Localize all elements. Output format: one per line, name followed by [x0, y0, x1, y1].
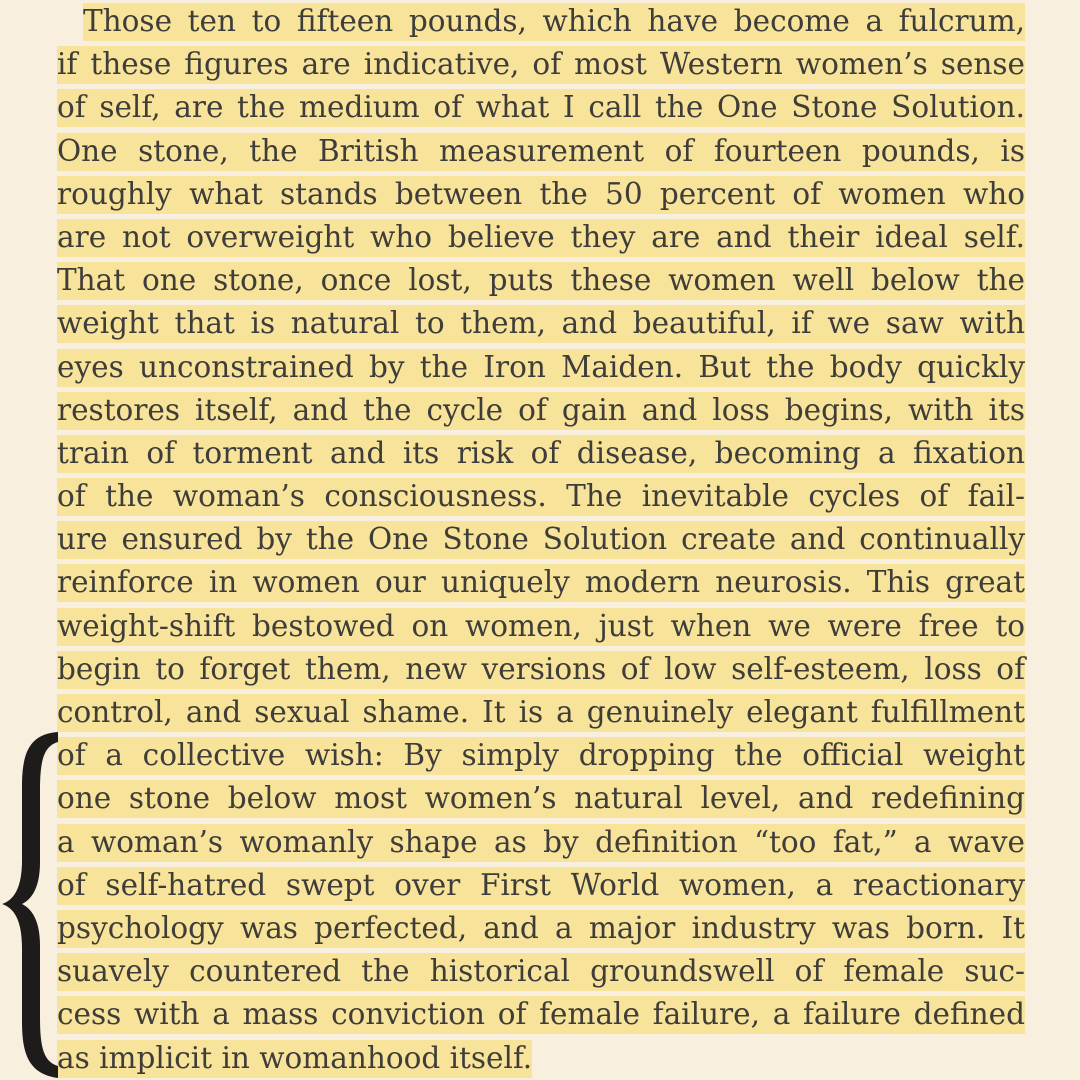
text-line: restores itself, and the cycle of gain and loss begins, with its	[57, 389, 1025, 432]
curly-brace-icon	[0, 728, 62, 1080]
text-line: of the woman’s consciousness. The inevitable cycles of fail-	[57, 475, 1025, 518]
text-line: of self-hatred swept over First World women, a reactionary	[57, 864, 1025, 907]
text-line: if these figures are indicative, of most Western women’s sense	[57, 43, 1025, 86]
text-line: psychology was perfected, and a major industry was born. It	[57, 907, 1025, 950]
text-line: control, and sexual shame. It is a genuinely elegant fulfillment	[57, 691, 1025, 734]
text-line: One stone, the British measurement of fourteen pounds, is	[57, 130, 1025, 173]
text-line: train of torment and its risk of disease, becoming a fixation	[57, 432, 1025, 475]
highlighted-paragraph	[57, 0, 1025, 1080]
text-line: weight that is natural to them, and beautiful, if we saw with	[57, 302, 1025, 345]
text-line: suavely countered the historical groundswell of female suc-	[57, 950, 1025, 993]
text-line: roughly what stands between the 50 percent of women who	[57, 173, 1025, 216]
text-line: Those ten to fifteen pounds, which have become a fulcrum,	[57, 0, 1025, 43]
text-line: ure ensured by the One Stone Solution create and continually	[57, 518, 1025, 561]
text-line: begin to forget them, new versions of low self-esteem, loss of	[57, 648, 1025, 691]
text-line: as implicit in womanhood itself.	[57, 1037, 1025, 1080]
text-line: of self, are the medium of what I call the One Stone Solution.	[57, 86, 1025, 129]
text-line: eyes unconstrained by the Iron Maiden. But the body quickly	[57, 346, 1025, 389]
text-line: one stone below most women’s natural level, and redefining	[57, 777, 1025, 820]
text-line: a woman’s womanly shape as by definition “too fat,” a wave	[57, 821, 1025, 864]
text-line: are not overweight who believe they are and their ideal self.	[57, 216, 1025, 259]
text-line: reinforce in women our uniquely modern neurosis. This great	[57, 561, 1025, 604]
text-line: cess with a mass conviction of female failure, a failure defined	[57, 993, 1025, 1036]
text-line: That one stone, once lost, puts these women well below the	[57, 259, 1025, 302]
text-line: of a collective wish: By simply dropping the official weight	[57, 734, 1025, 777]
text-line: weight-shift bestowed on women, just when we were free to	[57, 605, 1025, 648]
